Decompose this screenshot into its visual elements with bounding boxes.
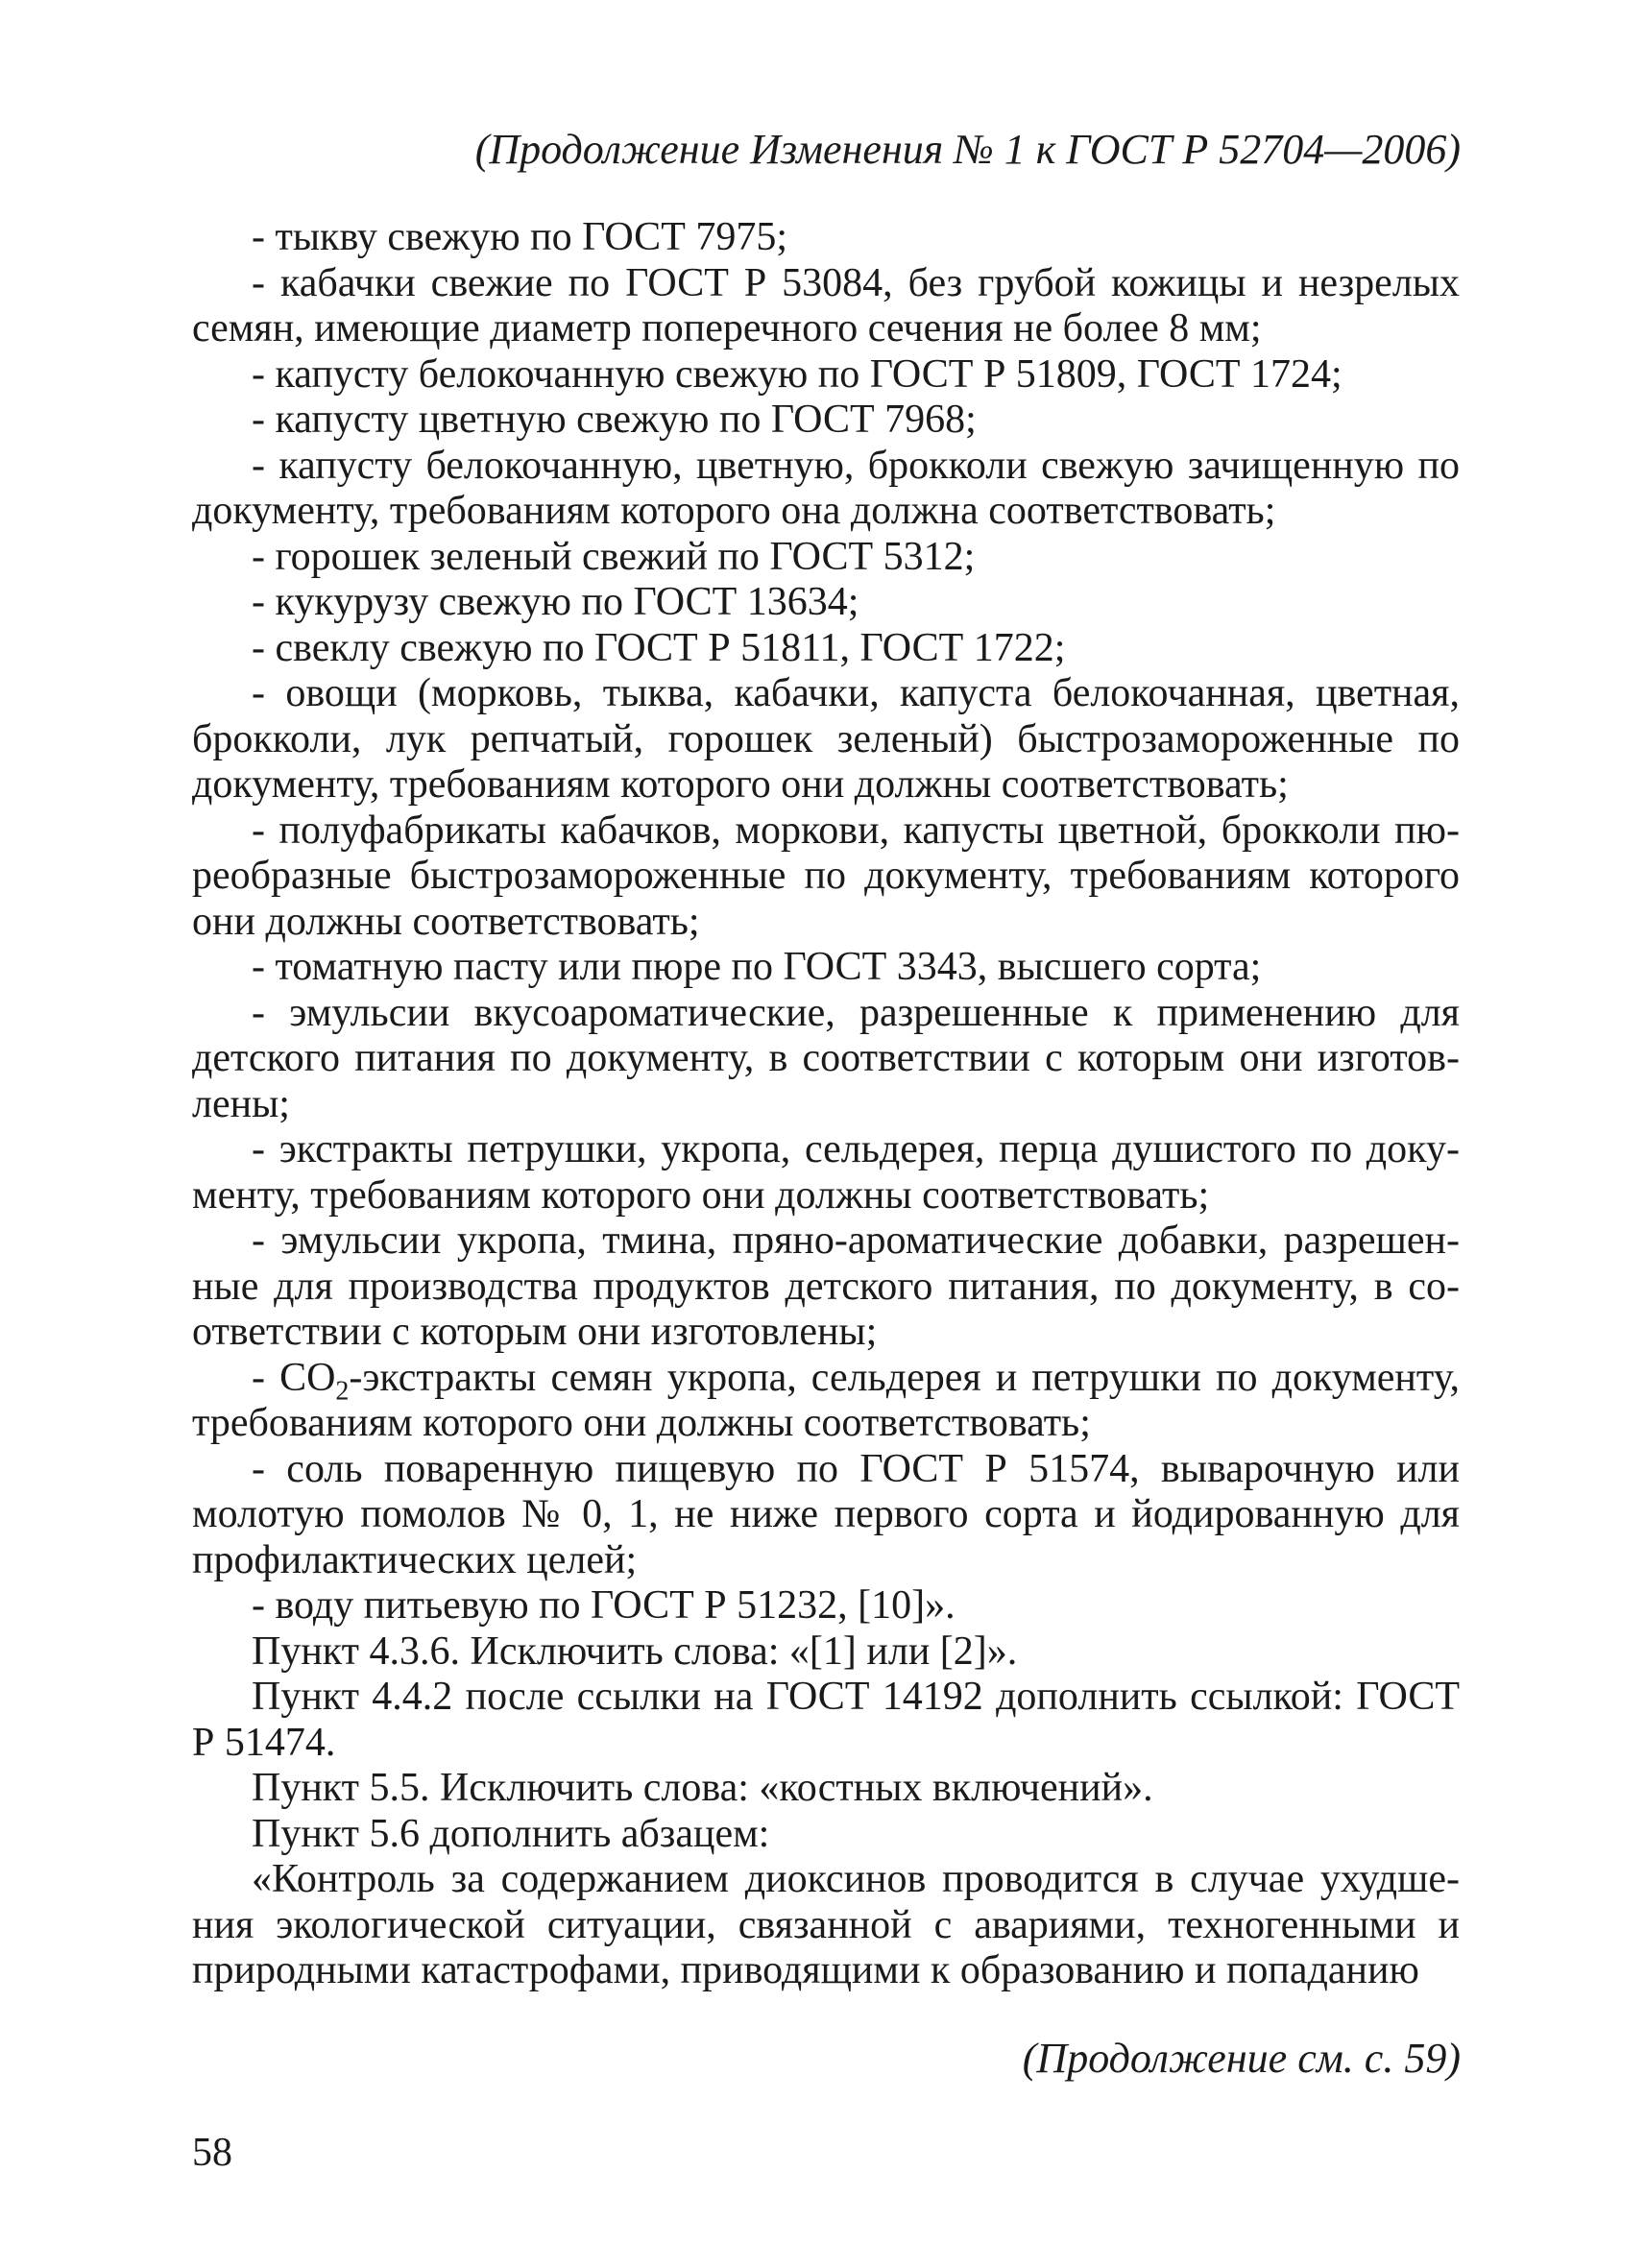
- amendment-paragraph: Пункт 4.4.2 после ссылки на ГОСТ 14192 дополнить ссылкой: ГОСТ Р 51474.: [192, 1675, 1460, 1765]
- list-item: - томатную пасту или пюре по ГОСТ 3343, высшего сорта;: [252, 945, 1262, 989]
- body-text: [192, 215, 1460, 1994]
- list-item: - воду питьевую по ГОСТ Р 51232, [10]».: [252, 1583, 956, 1628]
- list-item: - свеклу свежую по ГОСТ Р 51811, ГОСТ 1722;: [252, 625, 1066, 670]
- co2-prefix: - CO: [252, 1355, 336, 1400]
- list-item: - кабачки свежие по ГОСТ Р 53084, без грубой кожицы и незрелых семян, имеющие диаметр поперечного сечения не более 8 мм;: [192, 260, 1460, 350]
- amendment-paragraph: Пункт 5.5. Исключить слова: «костных включений».: [252, 1766, 1153, 1810]
- list-item: - овощи (морковь, тыква, кабачки, капуста белокочанная, цветная, брокколи, лук репчатый, горошек зеленый) быстрозамороженные по документу, требованиям которого они должны соответствовать;: [192, 671, 1460, 807]
- page-number: 58: [192, 2131, 232, 2175]
- list-item: - эмульсии укропа, тмина, пряно-ароматические добавки, разрешенные для производства продуктов детского питания, по документу, в соответствии с которым они изготовлены;: [192, 1218, 1460, 1354]
- list-item: - горошек зеленый свежий по ГОСТ 5312;: [252, 534, 976, 579]
- amendment-paragraph: Пункт 5.6 дополнить абзацем:: [252, 1811, 770, 1856]
- list-item: - кукурузу свежую по ГОСТ 13634;: [252, 580, 859, 624]
- page-header: (Продолжение Изменения № 1 к ГОСТ Р 52704—2006): [474, 126, 1461, 173]
- list-item: - капусту цветную свежую по ГОСТ 7968;: [252, 398, 977, 442]
- list-item: - экстракты петрушки, укропа, сельдерея, перца душистого по документу, требованиям которого они должны соответствовать;: [192, 1127, 1460, 1218]
- continuation-note: (Продолжение см. с. 59): [1022, 2035, 1461, 2082]
- amendment-paragraph: «Контроль за содержанием диоксинов проводится в случае ухудшения экологической ситуации, связанной с авариями, техногенными и природными катастрофами, приводящими к образованию и попаданию: [192, 1857, 1460, 1992]
- amendment-paragraph: Пункт 4.3.6. Исключить слова: «[1] или [2]».: [252, 1629, 1018, 1674]
- list-item: - капусту белокочанную, цветную, брокколи свежую зачищенную по документу, требованиям которого она должна соответствовать;: [192, 443, 1460, 533]
- co2-subscript: 2: [335, 1375, 350, 1406]
- list-item-co2-extracts: [192, 1356, 1460, 1447]
- list-item: - соль поваренную пищевую по ГОСТ Р 51574, выварочную или молотую помолов № 0, 1, не ниже первого сорта и йодированную для профилактических целей;: [192, 1446, 1460, 1582]
- co2-rest: -экстракты семян укропа, сельдерея и петрушки по документу, требованиям которого они должны соответствовать;: [192, 1355, 1461, 1445]
- list-item: - тыкву свежую по ГОСТ 7975;: [252, 215, 788, 259]
- list-item: - полуфабрикаты кабачков, моркови, капусты цветной, брокколи пюреобразные быстрозамороженные по документу, требованиям которого они должны соответствовать;: [192, 808, 1460, 944]
- list-item: - эмульсии вкусоароматические, разрешенные к применению для детского питания по документу, в соответствии с которым они изготовлены;: [192, 990, 1460, 1126]
- list-item: - капусту белокочанную свежую по ГОСТ Р 51809, ГОСТ 1724;: [252, 351, 1343, 397]
